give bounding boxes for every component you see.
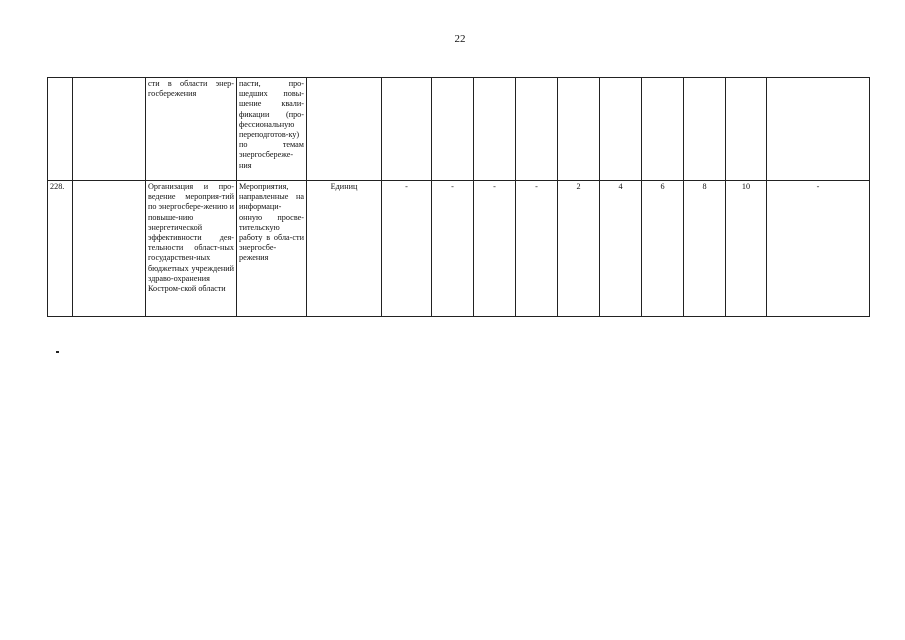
unit-cell: Единиц [307,181,382,317]
row-number-cell [48,78,73,181]
value-cell: - [516,181,558,317]
indicator-cell: Мероприятия, направленные на информаци-онную просве-тительскую работу в обла-сти энергосбе-режения [237,181,307,317]
value-cell [474,78,516,181]
measure-name-cell: Организация и про-ведение мероприя-тий по энергосбере-жению и повыше-нию энергетической эффективности дея-тельности област-ных государствен-ных бюджетных учреждений здраво-охранения Костром-ской области [146,181,237,317]
indicator-cell: пасти, про-шедших повы-шение квали-фикации (про-фессиональную переподготов-ку) по темам энергосбереже-ния [237,78,307,181]
value-cell [382,78,432,181]
table-row [48,181,870,317]
value-cell [684,78,726,181]
row-number-cell: 228. [48,181,73,317]
value-cell: - [474,181,516,317]
value-cell: 4 [600,181,642,317]
executor-cell [73,78,146,181]
value-cell [516,78,558,181]
executor-cell [73,181,146,317]
value-cell [432,78,474,181]
value-cell [642,78,684,181]
value-cell: 2 [558,181,600,317]
value-cell: 10 [726,181,767,317]
value-cell: - [382,181,432,317]
last-cell: - [767,181,870,317]
last-cell [767,78,870,181]
measure-name-cell: сти в области энер-госбережения [146,78,237,181]
stray-mark [56,351,59,353]
page-number: 22 [454,33,466,45]
table-row [48,78,870,181]
value-cell: - [432,181,474,317]
value-cell: 8 [684,181,726,317]
measures-table [47,77,870,317]
unit-cell [307,78,382,181]
value-cell [558,78,600,181]
value-cell [600,78,642,181]
value-cell [726,78,767,181]
value-cell: 6 [642,181,684,317]
